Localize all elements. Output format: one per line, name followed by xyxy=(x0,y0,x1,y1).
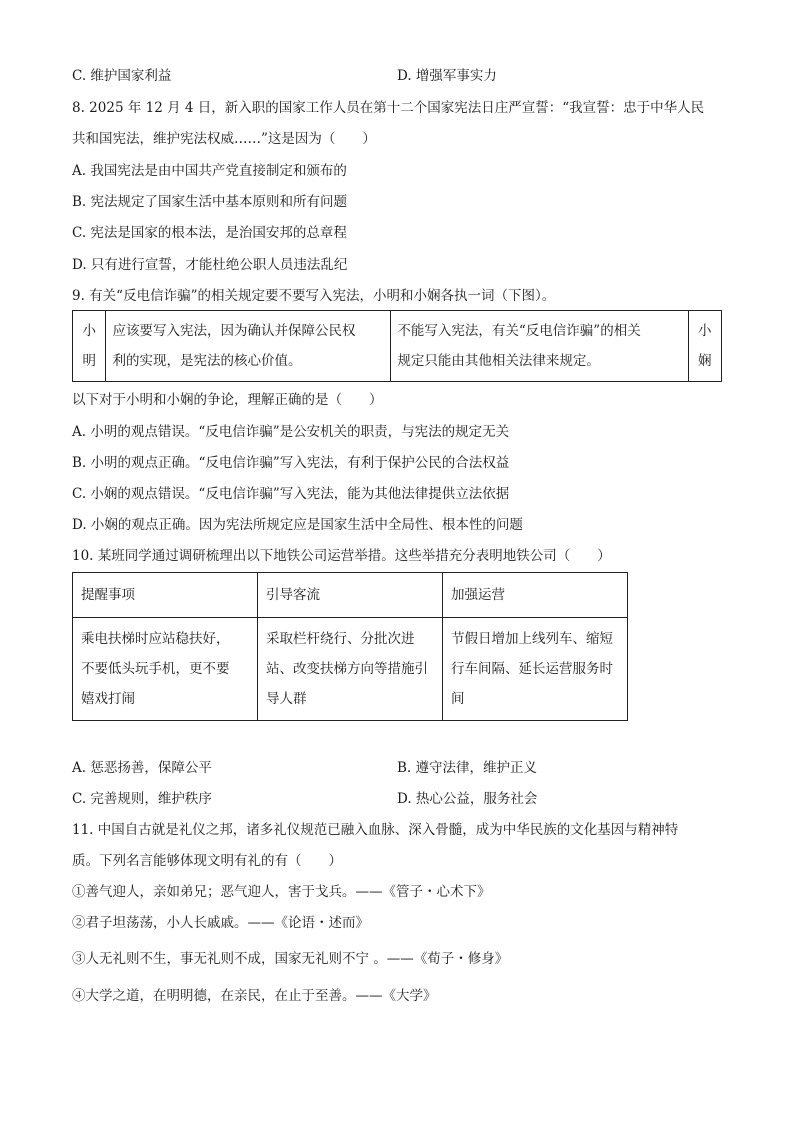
q9-question: 以下对于小明和小娴的争论，理解正确的是（ ） xyxy=(72,392,383,408)
q9-option-c: C. 小娴的观点错误。“反电信诈骗”写入宪法，能为其他法律提供立法依据 xyxy=(72,486,510,502)
q10-cell-remind: 乘电扶梯时应站稳扶好， 不要低头玩手机，更不要 嬉戏打闹 xyxy=(73,618,258,721)
q9-option-d: D. 小娴的观点正确。因为宪法所规定应是国家生活中全局性、根本性的问题 xyxy=(72,517,523,533)
q10-header-guide: 引导客流 xyxy=(258,573,443,618)
q8-stem-line1: 8. 2025 年 12 月 4 日，新入职的国家工作人员在第十二个国家宪法日庄严宣誓：“我宣誓：忠于中华人民 xyxy=(72,100,705,116)
q11-statement-2: ②君子坦荡荡，小人长戚戚。——《论语・述而》 xyxy=(72,915,369,931)
q8-option-d: D. 只有进行宣誓，才能杜绝公职人员违法乱纪 xyxy=(72,257,348,273)
q7-option-c: C. 维护国家利益 xyxy=(72,68,172,84)
q8-option-b: B. 宪法规定了国家生活中基本原则和所有问题 xyxy=(72,194,348,210)
q11-statement-4: ④大学之道，在明明德，在亲民，在止于至善。——《大学》 xyxy=(72,988,437,1004)
q10-option-b: B. 遵守法律，维护正义 xyxy=(397,760,538,776)
q10-option-d: D. 热心公益，服务社会 xyxy=(397,791,538,807)
q11-stem-line1: 11. 中国自古就是礼仪之邦，诸多礼仪规范已融入血脉、深入骨髓，成为中华民族的文化基因与精神特 xyxy=(72,822,679,838)
q9-option-b: B. 小明的观点正确。“反电信诈骗”写入宪法，有利于保护公民的合法权益 xyxy=(72,455,510,471)
q9-left-view: 应该要写入宪法，因为确认并保障公民权 利的实现，是宪法的核心价值。 xyxy=(106,311,391,382)
q10-header-operate: 加强运营 xyxy=(443,573,628,618)
q9-right-view: 不能写入宪法，有关“反电信诈骗”的相关 规定只能由其他相关法律来规定。 xyxy=(391,311,688,382)
q8-stem-line2: 共和国宪法，维护宪法权威……”这是因为（ ） xyxy=(72,131,376,147)
q10-measures-table xyxy=(72,572,628,721)
q11-statement-1: ①善气迎人，亲如弟兄；恶气迎人，害于戈兵。——《管子・心术下》 xyxy=(72,884,491,900)
q10-cell-guide: 采取栏杆绕行、分批次进 站、改变扶梯方向等措施引 导人群 xyxy=(258,618,443,721)
q11-statement-3: ③人无礼则不生，事无礼则不成，国家无礼则不宁 。——《荀子・修身》 xyxy=(72,951,509,967)
q10-header-remind: 提醒事项 xyxy=(73,573,258,618)
q10-option-a: A. 惩恶扬善，保障公平 xyxy=(72,760,212,776)
q11-stem-line2: 质。下列名言能够体现文明有礼的有（ ） xyxy=(72,853,342,869)
q10-option-c: C. 完善规则，维护秩序 xyxy=(72,791,212,807)
q7-option-d: D. 增强军事实力 xyxy=(397,68,497,84)
q10-cell-operate: 节假日增加上线列车、缩短 行车间隔、延长运营服务时 间 xyxy=(443,618,628,721)
q9-left-name: 小 明 xyxy=(73,311,106,382)
q8-option-a: A. 我国宪法是由中国共产党直接制定和颁布的 xyxy=(72,163,347,179)
q9-option-a: A. 小明的观点错误。“反电信诈骗”是公安机关的职责，与宪法的规定无关 xyxy=(72,424,510,440)
q8-option-c: C. 宪法是国家的根本法，是治国安邦的总章程 xyxy=(72,225,347,241)
q9-debate-table xyxy=(72,310,722,382)
q9-stem: 9. 有关“反电信诈骗”的相关规定要不要写入宪法，小明和小娴各执一词（下图）。 xyxy=(72,288,556,304)
q9-right-name: 小 娴 xyxy=(688,311,722,382)
q10-stem: 10. 某班同学通过调研梳理出以下地铁公司运营举措。这些举措充分表明地铁公司（ ） xyxy=(72,548,611,564)
